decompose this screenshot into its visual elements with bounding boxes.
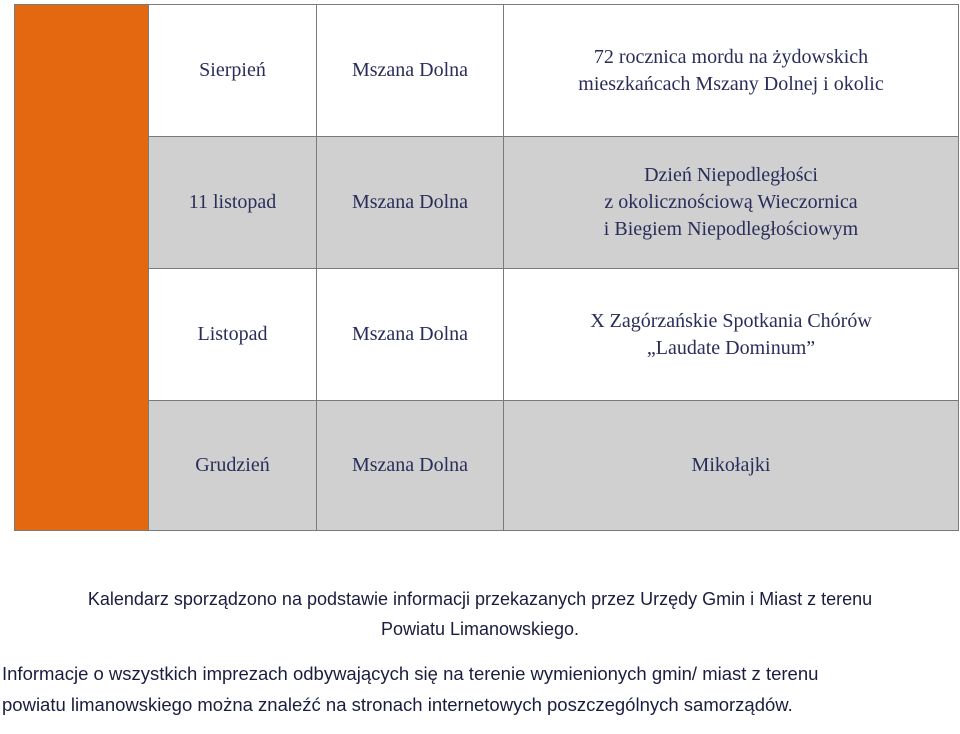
event-row bbox=[15, 401, 959, 531]
events-table bbox=[14, 4, 959, 531]
event-title-line: z okolicznościową Wieczornica bbox=[604, 191, 858, 213]
event-title-line: Mikołajki bbox=[691, 454, 771, 476]
event-title-line: Dzień Niepodległości bbox=[644, 164, 818, 186]
event-title bbox=[504, 269, 959, 401]
event-date: 11 listopad bbox=[149, 137, 317, 269]
events-table-container bbox=[14, 4, 958, 531]
event-row bbox=[15, 137, 959, 269]
source-note-line: Kalendarz sporządzono na podstawie informacji przekazanych przez Urzędy Gmin i Miast z terenu bbox=[87, 589, 873, 609]
info-note bbox=[0, 658, 960, 720]
event-title-line: „Laudate Dominum” bbox=[646, 336, 816, 359]
event-title-line: X Zagórzańskie Spotkania Chórów bbox=[590, 309, 872, 332]
event-title bbox=[504, 137, 959, 269]
info-note-line: Informacje o wszystkich imprezach odbywających się na terenie wymienionych gmin/ miast z terenu bbox=[2, 663, 819, 684]
event-row bbox=[15, 5, 959, 137]
accent-bar bbox=[15, 5, 149, 531]
event-title bbox=[504, 401, 959, 531]
event-date: Sierpień bbox=[149, 5, 317, 137]
footer-notes bbox=[0, 584, 960, 720]
event-place: Mszana Dolna bbox=[317, 137, 504, 269]
event-place: Mszana Dolna bbox=[317, 5, 504, 137]
event-place: Mszana Dolna bbox=[317, 401, 504, 531]
info-note-line: powiatu limanowskiego można znaleźć na stronach internetowych poszczególnych samorządów. bbox=[2, 694, 793, 715]
event-place: Mszana Dolna bbox=[317, 269, 504, 401]
source-note bbox=[0, 584, 960, 644]
event-date: Listopad bbox=[149, 269, 317, 401]
event-title-line: i Biegiem Niepodległościowym bbox=[603, 218, 859, 240]
event-title-line: 72 rocznica mordu na żydowskich bbox=[593, 45, 869, 68]
event-row bbox=[15, 269, 959, 401]
event-date: Grudzień bbox=[149, 401, 317, 531]
event-title bbox=[504, 5, 959, 137]
event-title-line: mieszkańcach Mszany Dolnej i okolic bbox=[578, 72, 884, 95]
source-note-line: Powiatu Limanowskiego. bbox=[380, 619, 580, 639]
